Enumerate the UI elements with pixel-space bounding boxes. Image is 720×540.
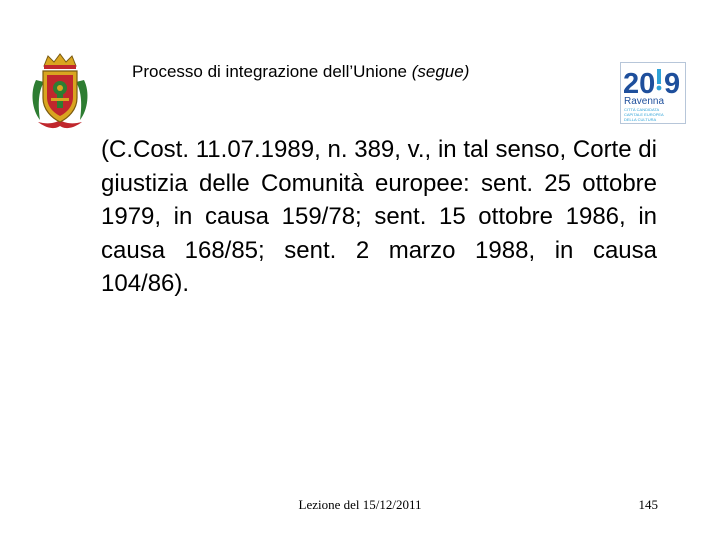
crest-logo-icon: [30, 52, 90, 132]
logo-caption-1: CITTÀ CANDIDATA: [624, 107, 660, 112]
body-paragraph: (C.Cost. 11.07.1989, n. 389, v., in tal senso, Corte di giustizia delle Comunità europee: sent. 25 ottobre 1979, in causa 159/78; sent. 15 ottobre 1986, in causa 168/85; sent. 2 marzo 1988, in causa 104/86).: [101, 136, 657, 297]
ravenna-2019-logo-icon: [620, 62, 686, 124]
title-subtitle: (segue): [411, 62, 470, 81]
logo-year-second: 9: [664, 68, 681, 100]
ravenna-2019-logo: [620, 62, 686, 124]
logo-caption-2: CAPITALE EUROPEA: [624, 112, 664, 117]
logo-year-first: 20: [623, 68, 656, 100]
page-number: 145: [638, 497, 658, 512]
title-main: Processo di integrazione dell’Unione: [132, 62, 407, 81]
logo-city: Ravenna: [624, 96, 665, 107]
crest-logo: [30, 52, 90, 132]
slide-title: [132, 62, 602, 82]
footer-lecture-date: Lezione del 15/12/2011: [298, 497, 422, 512]
logo-caption-3: DELLA CULTURA: [624, 117, 657, 122]
